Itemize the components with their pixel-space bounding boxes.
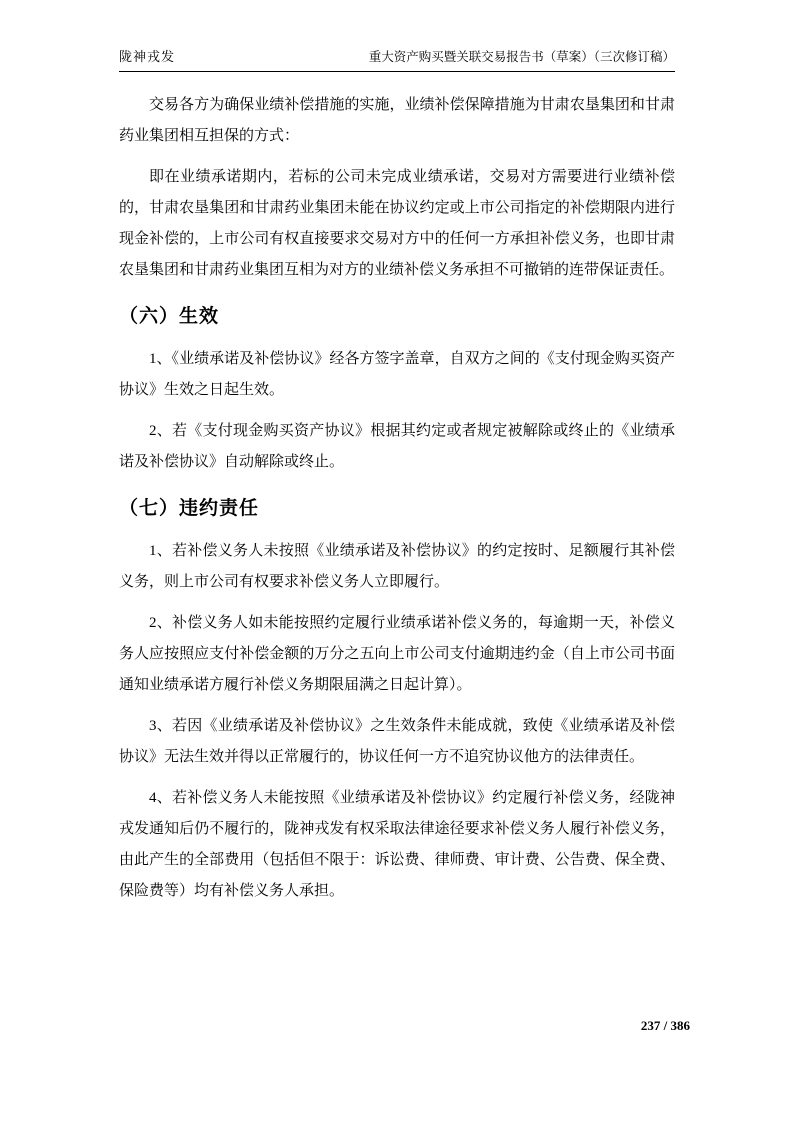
paragraph-guarantee-intro: 交易各方为确保业绩补偿措施的实施，业绩补偿保障措施为甘肃农垦集团和甘肃药业集团相互担保的方式： [119,97,675,144]
page-footer [641,1018,690,1034]
paragraph-guarantee-detail: 即在业绩承诺期内，若标的公司未完成业绩承诺，交易对方需要进行业绩补偿的，甘肃农垦集团和甘肃药业集团未能在协议约定或上市公司指定的补偿期限内进行现金补偿的，上市公司有权直接要求交易对方中的任何一方承担补偿义务，也即甘肃农垦集团和甘肃药业集团互相为对方的业绩补偿义务承担不可撤销的连带保证责任。 [119,169,675,278]
header-company-name: 陇神戎发 [119,49,176,64]
paragraph-liability-item-3: 3、若因《业绩承诺及补偿协议》之生效条件未能成就，致使《业绩承诺及补偿协议》无法生效并得以正常履行的，协议任何一方不追究协议他方的法律责任。 [119,718,675,765]
header-document-title: 重大资产购买暨关联交易报告书（草案）（三次修订稿） [368,50,675,64]
paragraph-liability-item-2: 2、补偿义务人如未能按照约定履行业绩承诺补偿义务的，每逾期一天，补偿义务人应按照应支付补偿金额的万分之五向上市公司支付逾期违约金（自上市公司书面通知业绩承诺方履行补偿义务期限届满之日起计算）。 [119,615,675,693]
page-header [119,46,675,72]
document-body [119,90,675,917]
section-heading-effectiveness: （六）生效 [119,306,220,327]
paragraph-effectiveness-item-1: 1、《业绩承诺及补偿协议》经各方签字盖章，自双方之间的《支付现金购买资产协议》生效之日起生效。 [119,351,675,398]
paragraph-liability-item-4: 4、若补偿义务人未能按照《业绩承诺及补偿协议》约定履行补偿义务，经陇神戎发通知后仍不履行的，陇神戎发有权采取法律途径要求补偿义务人履行补偿义务，由此产生的全部费用（包括但不限于：诉讼费、律师费、审计费、公告费、保全费、保险费等）均有补偿义务人承担。 [119,790,675,899]
paragraph-effectiveness-item-2: 2、若《支付现金购买资产协议》根据其约定或者规定被解除或终止的《业绩承诺及补偿协议》自动解除或终止。 [119,423,675,470]
page-number: 237 / 386 [640,1018,690,1033]
section-heading-liability: （七）违约责任 [119,498,260,519]
paragraph-liability-item-1: 1、若补偿义务人未按照《业绩承诺及补偿协议》的约定按时、足额履行其补偿义务，则上市公司有权要求补偿义务人立即履行。 [119,543,675,590]
